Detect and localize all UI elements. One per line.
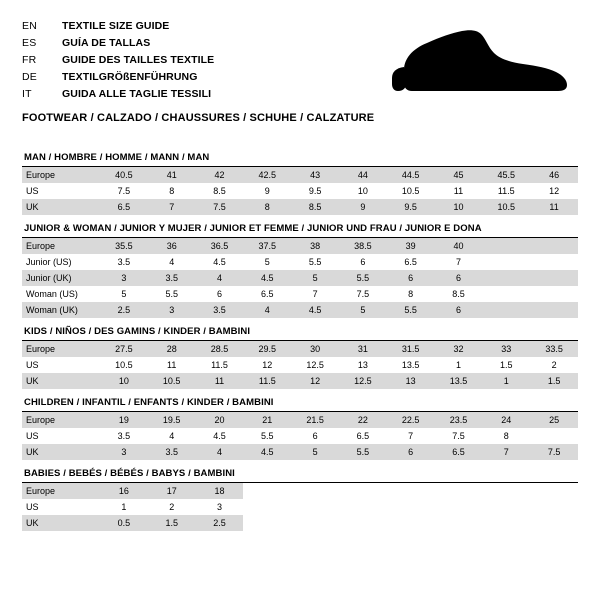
size-cell: 4.5 — [291, 302, 339, 318]
size-cell: 4 — [196, 270, 244, 286]
size-cell: 33.5 — [530, 341, 578, 357]
size-cell: 12.5 — [339, 373, 387, 389]
size-cell: 4 — [148, 428, 196, 444]
size-cell: 4.5 — [243, 270, 291, 286]
table-row — [22, 302, 578, 318]
row-label: US — [22, 499, 100, 515]
size-cell: 6 — [387, 270, 435, 286]
size-cell: 6.5 — [100, 199, 148, 215]
language-row — [22, 35, 352, 51]
size-cell: 36 — [148, 238, 196, 254]
size-cell: 11.5 — [243, 373, 291, 389]
size-table — [22, 167, 578, 215]
size-cell: 10 — [435, 199, 483, 215]
row-label: Woman (UK) — [22, 302, 100, 318]
size-cell: 10 — [100, 373, 148, 389]
row-label: US — [22, 357, 100, 373]
table-row — [22, 428, 578, 444]
size-cell: 35.5 — [100, 238, 148, 254]
size-cell: 7 — [482, 444, 530, 460]
size-cell: 7.5 — [435, 428, 483, 444]
size-cell: 27.5 — [100, 341, 148, 357]
size-cell: 9 — [243, 183, 291, 199]
row-label: Junior (US) — [22, 254, 100, 270]
section-title: BABIES / BEBÉS / BÉBÉS / BABYS / BAMBINI — [22, 468, 578, 483]
size-cell: 24 — [482, 412, 530, 428]
size-cell: 12.5 — [291, 357, 339, 373]
size-cell: 3.5 — [196, 302, 244, 318]
size-cell: 6.5 — [435, 444, 483, 460]
size-cell: 8 — [148, 183, 196, 199]
size-cell: 3.5 — [100, 428, 148, 444]
size-cell: 10.5 — [148, 373, 196, 389]
size-cell: 40.5 — [100, 167, 148, 183]
size-cell: 10.5 — [482, 199, 530, 215]
size-cell: 17 — [148, 483, 196, 499]
size-cell — [530, 302, 578, 318]
size-cell: 11 — [148, 357, 196, 373]
size-cell: 8.5 — [291, 199, 339, 215]
size-cell: 22 — [339, 412, 387, 428]
size-cell: 38.5 — [339, 238, 387, 254]
language-guide-title: TEXTILGRÖßENFÜHRUNG — [62, 71, 198, 83]
size-cell: 7.5 — [339, 286, 387, 302]
table-row — [22, 238, 578, 254]
size-cell: 6 — [387, 444, 435, 460]
size-cell: 1 — [435, 357, 483, 373]
size-cell: 1.5 — [148, 515, 196, 531]
size-cell: 5 — [243, 254, 291, 270]
size-cell: 5.5 — [148, 286, 196, 302]
size-cell: 7 — [148, 199, 196, 215]
row-label: UK — [22, 515, 100, 531]
language-guide-title: GUIDE DES TAILLES TEXTILE — [62, 54, 215, 66]
size-cell: 28 — [148, 341, 196, 357]
size-section-babies — [22, 468, 578, 531]
size-cell: 5 — [291, 270, 339, 286]
size-cell: 33 — [482, 341, 530, 357]
size-cell: 40 — [435, 238, 483, 254]
size-cell: 37.5 — [243, 238, 291, 254]
size-cell: 25 — [530, 412, 578, 428]
language-title-list — [22, 18, 352, 103]
size-cell — [482, 238, 530, 254]
size-cell: 23.5 — [435, 412, 483, 428]
size-cell: 5.5 — [339, 444, 387, 460]
size-cell: 3.5 — [100, 254, 148, 270]
size-cell: 5.5 — [339, 270, 387, 286]
table-row — [22, 341, 578, 357]
size-cell: 11 — [196, 373, 244, 389]
size-cell: 42.5 — [243, 167, 291, 183]
size-cell: 7.5 — [530, 444, 578, 460]
size-section-children — [22, 397, 578, 460]
size-cell: 7 — [291, 286, 339, 302]
table-row — [22, 373, 578, 389]
size-cell — [482, 302, 530, 318]
size-cell: 18 — [196, 483, 244, 499]
size-cell: 6 — [196, 286, 244, 302]
size-cell: 1 — [100, 499, 148, 515]
row-label: US — [22, 183, 100, 199]
section-title: KIDS / NIÑOS / DES GAMINS / KINDER / BAMBINI — [22, 326, 578, 341]
size-cell: 20 — [196, 412, 244, 428]
row-label: US — [22, 428, 100, 444]
size-cell: 11 — [530, 199, 578, 215]
language-code: DE — [22, 71, 37, 83]
size-cell: 6 — [291, 428, 339, 444]
size-cell: 5 — [339, 302, 387, 318]
size-cell: 13.5 — [387, 357, 435, 373]
size-cell: 4.5 — [196, 254, 244, 270]
size-cell: 10.5 — [387, 183, 435, 199]
size-sections — [22, 152, 578, 531]
section-title: MAN / HOMBRE / HOMME / MANN / MAN — [22, 152, 578, 167]
language-code: FR — [22, 54, 37, 66]
size-cell: 4 — [196, 444, 244, 460]
size-cell: 10.5 — [100, 357, 148, 373]
row-label: Europe — [22, 412, 100, 428]
size-cell: 8.5 — [196, 183, 244, 199]
size-cell: 7 — [387, 428, 435, 444]
table-row — [22, 167, 578, 183]
size-cell: 2 — [148, 499, 196, 515]
size-cell: 13 — [339, 357, 387, 373]
size-cell: 11.5 — [482, 183, 530, 199]
size-cell: 3 — [100, 270, 148, 286]
size-table — [22, 341, 578, 389]
size-cell: 8.5 — [435, 286, 483, 302]
size-cell: 5 — [291, 444, 339, 460]
size-cell — [530, 428, 578, 444]
size-cell: 31 — [339, 341, 387, 357]
size-cell: 6.5 — [243, 286, 291, 302]
section-title: CHILDREN / INFANTIL / ENFANTS / KINDER / BAMBINI — [22, 397, 578, 412]
size-cell: 3 — [100, 444, 148, 460]
size-cell: 19.5 — [148, 412, 196, 428]
size-cell: 13.5 — [435, 373, 483, 389]
dress-shoe-icon — [382, 26, 572, 102]
size-cell: 2.5 — [196, 515, 244, 531]
empty-cell — [243, 499, 578, 515]
size-cell: 12 — [530, 183, 578, 199]
section-title: JUNIOR & WOMAN / JUNIOR Y MUJER / JUNIOR ET FEMME / JUNIOR UND FRAU / JUNIOR E DONA — [22, 223, 578, 238]
size-cell — [482, 254, 530, 270]
row-label: Europe — [22, 483, 100, 499]
size-cell: 4 — [243, 302, 291, 318]
size-cell: 1 — [482, 373, 530, 389]
size-cell: 3 — [196, 499, 244, 515]
size-cell: 38 — [291, 238, 339, 254]
size-cell: 4.5 — [196, 428, 244, 444]
size-cell: 9.5 — [387, 199, 435, 215]
size-cell — [530, 270, 578, 286]
size-cell — [482, 286, 530, 302]
size-cell: 44.5 — [387, 167, 435, 183]
size-cell: 28.5 — [196, 341, 244, 357]
table-row — [22, 483, 578, 499]
size-cell: 39 — [387, 238, 435, 254]
size-cell: 43 — [291, 167, 339, 183]
size-cell: 32 — [435, 341, 483, 357]
size-cell: 6 — [339, 254, 387, 270]
size-cell: 1.5 — [482, 357, 530, 373]
size-cell: 29.5 — [243, 341, 291, 357]
size-cell: 4.5 — [243, 444, 291, 460]
row-label: UK — [22, 373, 100, 389]
row-label: Europe — [22, 238, 100, 254]
table-row — [22, 444, 578, 460]
language-code: EN — [22, 20, 37, 32]
size-section-man — [22, 152, 578, 215]
size-cell: 9 — [339, 199, 387, 215]
size-cell: 5.5 — [291, 254, 339, 270]
size-table — [22, 412, 578, 460]
size-cell: 0.5 — [100, 515, 148, 531]
size-cell: 8 — [387, 286, 435, 302]
size-cell: 5.5 — [387, 302, 435, 318]
language-row — [22, 69, 352, 85]
size-cell: 21 — [243, 412, 291, 428]
empty-cell — [243, 483, 578, 499]
size-cell — [530, 286, 578, 302]
size-cell: 21.5 — [291, 412, 339, 428]
size-cell: 19 — [100, 412, 148, 428]
table-row — [22, 412, 578, 428]
size-cell: 31.5 — [387, 341, 435, 357]
table-row — [22, 270, 578, 286]
size-cell: 11 — [435, 183, 483, 199]
table-row — [22, 357, 578, 373]
table-row — [22, 499, 578, 515]
language-row — [22, 86, 352, 102]
empty-cell — [243, 515, 578, 531]
size-cell: 6.5 — [387, 254, 435, 270]
size-table — [22, 483, 578, 531]
size-table — [22, 238, 578, 318]
size-cell: 8 — [482, 428, 530, 444]
size-cell: 7.5 — [100, 183, 148, 199]
size-cell: 4 — [148, 254, 196, 270]
language-guide-title: GUIDA ALLE TAGLIE TESSILI — [62, 88, 212, 100]
size-cell: 2.5 — [100, 302, 148, 318]
size-section-kids — [22, 326, 578, 389]
size-cell: 10 — [339, 183, 387, 199]
size-cell: 12 — [291, 373, 339, 389]
language-row — [22, 18, 352, 34]
language-row — [22, 52, 352, 68]
table-row — [22, 515, 578, 531]
size-cell: 22.5 — [387, 412, 435, 428]
language-guide-title: TEXTILE SIZE GUIDE — [62, 20, 170, 32]
row-label: Woman (US) — [22, 286, 100, 302]
size-cell: 3.5 — [148, 444, 196, 460]
size-cell: 3 — [148, 302, 196, 318]
size-cell — [530, 254, 578, 270]
size-cell: 9.5 — [291, 183, 339, 199]
row-label: Europe — [22, 167, 100, 183]
language-guide-title: GUÍA DE TALLAS — [62, 37, 151, 49]
table-row — [22, 199, 578, 215]
page-header — [22, 16, 578, 124]
size-cell: 6 — [435, 270, 483, 286]
language-code: IT — [22, 88, 32, 100]
size-cell: 8 — [243, 199, 291, 215]
size-cell: 5 — [100, 286, 148, 302]
size-cell — [530, 238, 578, 254]
size-cell: 41 — [148, 167, 196, 183]
category-title: FOOTWEAR / CALZADO / CHAUSSURES / SCHUHE / CALZATURE — [22, 112, 375, 124]
size-cell — [482, 270, 530, 286]
row-label: Junior (UK) — [22, 270, 100, 286]
size-cell: 1.5 — [530, 373, 578, 389]
size-cell: 7.5 — [196, 199, 244, 215]
row-label: Europe — [22, 341, 100, 357]
size-cell: 3.5 — [148, 270, 196, 286]
size-cell: 11.5 — [196, 357, 244, 373]
row-label: UK — [22, 444, 100, 460]
size-cell: 16 — [100, 483, 148, 499]
table-row — [22, 183, 578, 199]
size-cell: 44 — [339, 167, 387, 183]
size-cell: 42 — [196, 167, 244, 183]
size-cell: 45.5 — [482, 167, 530, 183]
row-label: UK — [22, 199, 100, 215]
language-code: ES — [22, 37, 37, 49]
size-cell: 30 — [291, 341, 339, 357]
size-cell: 36.5 — [196, 238, 244, 254]
size-cell: 13 — [387, 373, 435, 389]
size-cell: 2 — [530, 357, 578, 373]
table-row — [22, 254, 578, 270]
size-cell: 6.5 — [339, 428, 387, 444]
size-section-junior-woman — [22, 223, 578, 318]
size-cell: 7 — [435, 254, 483, 270]
size-cell: 45 — [435, 167, 483, 183]
size-cell: 12 — [243, 357, 291, 373]
size-cell: 6 — [435, 302, 483, 318]
table-row — [22, 286, 578, 302]
size-cell: 46 — [530, 167, 578, 183]
size-cell: 5.5 — [243, 428, 291, 444]
